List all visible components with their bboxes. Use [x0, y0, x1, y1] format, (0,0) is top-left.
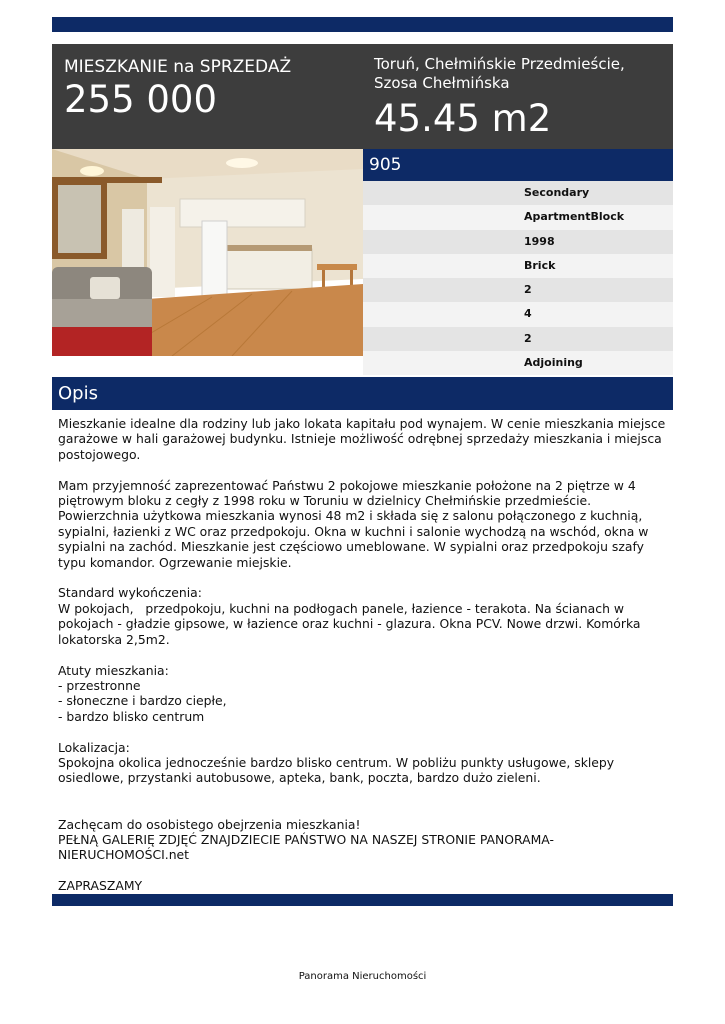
- listing-header: [52, 44, 673, 149]
- detail-floor: 2: [363, 278, 673, 302]
- description-text: Mieszkanie idealne dla rodziny lub jako lokata kapitału pod wynajem. W cenie mieszkania miejsce garażowe w hali garażowej budynku. Istnieje możliwość odrębnej sprzedaży mieszkania i miejsca postojowego. Mam przyjemność zaprezentować Państwu 2 pokojowe mieszkanie położone na 2 piętrze w 4 piętrowym bloku z cegły z 1998 roku w Toruniu w dzielnicy Chełmińskie przedmieście. Powierzchnia użytkowa mieszkania wynosi 48 m2 i składa się z salonu połączonego z kuchnią, sypialni, łazienki z WC oraz przedpokoju. Okna w kuchni i salonie wychodzą na wschód, okna w sypialni na zachód. Mieszkanie jest częściowo umeblowane. W sypialni oraz przedpokoju szafy typu komandor. Ogrzewanie miejskie. Standard wykończenia: W pokojach, przedpokoju, kuchni na podłogach panele, łazience - terakota. Na ścianach w pokojach - gładzie gipsowe, w łazience oraz kuchni - glazura. Okna PCV. Nowe drzwi. Komórka lokatorska 2,5m2. Atuty mieszkania: - przestronne - słoneczne i bardzo ciepłe, - bardzo blisko centrum Lokalizacja: Spokojna okolica jednocześnie bardzo blisko centrum. W pobliżu punkty usługowe, sklepy osiedlowe, przystanki autobusowe, apteka, bank, poczta, bardzo dużo zieleni. Zachęcam do osobistego obejrzenia mieszkania! PEŁNĄ GALERIĘ ZDJĘĆ ZNAJDZIECIE PAŃSTWO NA NASZEJ STRONIE PANORAMA-NIERUCHOMOŚCI.net ZAPRASZAMY: [58, 416, 666, 894]
- listing-id: 905: [363, 149, 673, 181]
- apartment-photo: [52, 149, 363, 356]
- header-left: [64, 56, 291, 122]
- footer-agency-name: Panorama Nieruchomości: [298, 971, 427, 982]
- listing-type: MIESZKANIE na SPRZEDAŻ: [64, 57, 292, 77]
- detail-rooms: 2: [363, 327, 673, 351]
- listing-area: 45.45 m2: [374, 97, 552, 140]
- details-panel: [363, 149, 673, 375]
- header-right: [374, 55, 664, 141]
- description-heading: Opis: [58, 383, 98, 404]
- description-heading-bar: [52, 377, 673, 410]
- listing-price: 255 000: [64, 78, 218, 121]
- detail-floors-total: 4: [363, 302, 673, 326]
- top-accent-bar: [52, 17, 673, 32]
- detail-kitchen-type: Adjoining: [363, 351, 673, 375]
- detail-material: Brick: [363, 254, 673, 278]
- location-line-1: Toruń, Chełmińskie Przedmieście,: [374, 55, 625, 73]
- detail-market: Secondary: [363, 181, 673, 205]
- detail-building-type: ApartmentBlock: [363, 205, 673, 229]
- bottom-accent-bar: [52, 894, 673, 906]
- detail-year-built: 1998: [363, 230, 673, 254]
- location-line-2: Szosa Chełmińska: [374, 74, 510, 92]
